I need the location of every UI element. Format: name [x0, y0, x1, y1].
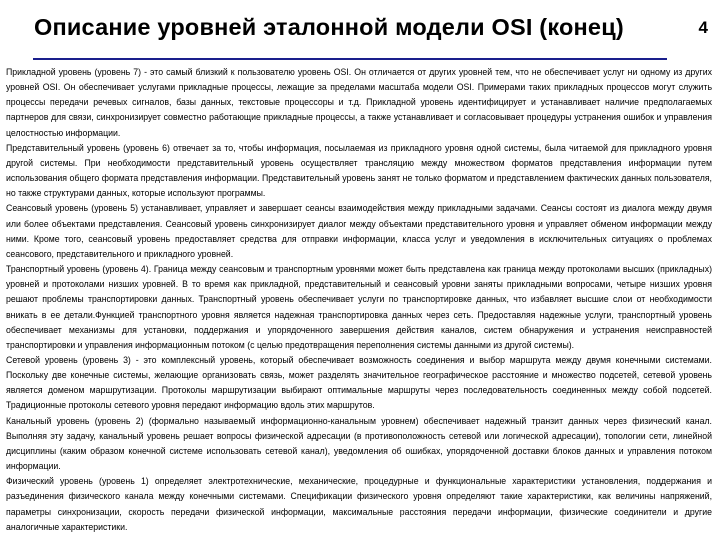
paragraph-datalink-layer: [6, 414, 712, 475]
layer-heading: Физический уровень (уровень 1): [6, 476, 149, 487]
layer-description: отвечает за то, чтобы информация, посылаемая из прикладного уровня одной системы, была читаемой для прикладного уровня другой системы. При необходимости представительный уровень осуществляет трансляцию между множеством форматов представления информации путем использования общего формата представления информации. Представительный уровень занят не только форматом и представлением фактических данных пользователя, но также структурами данных, которые используют программы.: [6, 142, 712, 199]
paragraph-transport-layer: [6, 262, 712, 353]
slide-number: 4: [698, 18, 708, 37]
layer-heading: Канальный уровень (уровень 2): [6, 415, 144, 426]
layer-description: Граница между сеансовым и транспортным уровнями может быть представлена как граница между протоколами высших (прикладных) уровней и протоколами низших уровней. В то время как прикладной, представительный и сеансовый уровни заняты прикладными вопросами, четыре низших уровня решают проблемы транспортировки данных. Транспортный уровень обеспечивает услуги по транспортировке данных, что избавляет высшие слои от необходимости вникать в ее детали.Функцией транспортного уровня является надежная транспортировка данных через сеть. Предоставляя надежные услуги, транспортный уровень обеспечивает механизмы для установки, поддержания и упорядоченного завершения действия каналов, систем обнаружения и устранения неисправностей транспортировки и управления информационным потоком (с целью предотвращения переполнения системы данными из другой системы).: [6, 264, 713, 350]
paragraph-session-layer: [6, 201, 712, 262]
layer-description: - это комплексный уровень, который обеспечивает возможность соединения и выбор маршрута между двумя конечными системами. Поскольку две конечные системы, желающие организовать связь, может разделять значительное географическое расстояние и множество подсетей, сетевой уровень является доменом маршрутизации. Протоколы маршрутизации выбирают оптимальные маршруты через последовательность соединенных между собой подсетей. Традиционные протоколы сетевого уровня передают информацию вдоль этих маршрутов.: [6, 354, 712, 411]
slide-body: [6, 65, 712, 535]
paragraph-network-layer: [6, 353, 712, 414]
slide-title: Описание уровней эталонной модели OSI (конец): [34, 14, 624, 40]
paragraph-application-layer: [6, 65, 712, 141]
paragraph-physical-layer: [6, 474, 712, 535]
layer-heading: Транспортный уровень (уровень 4).: [6, 264, 152, 275]
layer-heading: Представительный уровень (уровень 6): [6, 142, 170, 153]
paragraph-presentation-layer: [6, 141, 712, 202]
layer-description: - это самый близкий к пользователю уровень OSI. Он отличается от других уровней тем, что не обеспечивает услуг ни одному из других уровней OSI. Он обеспечивает услугами прикладные процессы, лежащие за пределами масштаба модели OSI. Примерами таких прикладных процессов могут служить процессы передачи речевых сигналов, базы данных, текстовые процессоры и т.д. Прикладной уровень идентифицирует и устанавливает наличие предполагаемых партнеров для связи, синхронизирует совместно работающие прикладные процессы, а также устанавливает и согласовывает процедуры устранения ошибок и управления целостностью информации.: [6, 67, 712, 138]
layer-heading: Сеансовый уровень (уровень 5): [6, 203, 139, 214]
layer-description: (формально называемый информационно-канальным уровнем) обеспечивает надежный транзит данных через физический канал. Выполняя эту задачу, канальный уровень решает вопросы физической адресации (в противоположность сетевой или логической адресации), топологии сети, линейной дисциплины (каким образом конечной системе использовать сетевой канал), уведомления об ошибках, упорядоченной доставки блоков данных и управления потоком информации.: [6, 415, 712, 472]
layer-description: определяет электротехнические, механические, процедурные и функциональные характеристики установления, поддержания и разъединения физического канала между конечными системами. Спецификации физического уровня определяют такие характеристики, как величины напряжений, параметры синхронизации, скорость передачи физической информации, максимальные расстояния передачи информации, физические соединители и другие аналогичные характеристики.: [6, 476, 713, 532]
layer-heading: Прикладной уровень (уровень 7): [6, 67, 142, 77]
title-underline: [33, 58, 667, 60]
layer-heading: Сетевой уровень (уровень 3): [6, 354, 131, 365]
layer-description: устанавливает, управляет и завершает сеансы взаимодействия между прикладными задачами. Сеансы состоят из диалога между двумя или более объектами представления. Сеансовый уровень синхронизирует диалог между объектами представительного уровня и управляет обменом информации между ними. Кроме того, сеансовый уровень предоставляет средства для отправки информации, класса услуг и уведомления в исключительных ситуациях о проблемах сеансового, представительного и прикладного уровней.: [6, 203, 712, 259]
slide-header: [0, 0, 720, 60]
